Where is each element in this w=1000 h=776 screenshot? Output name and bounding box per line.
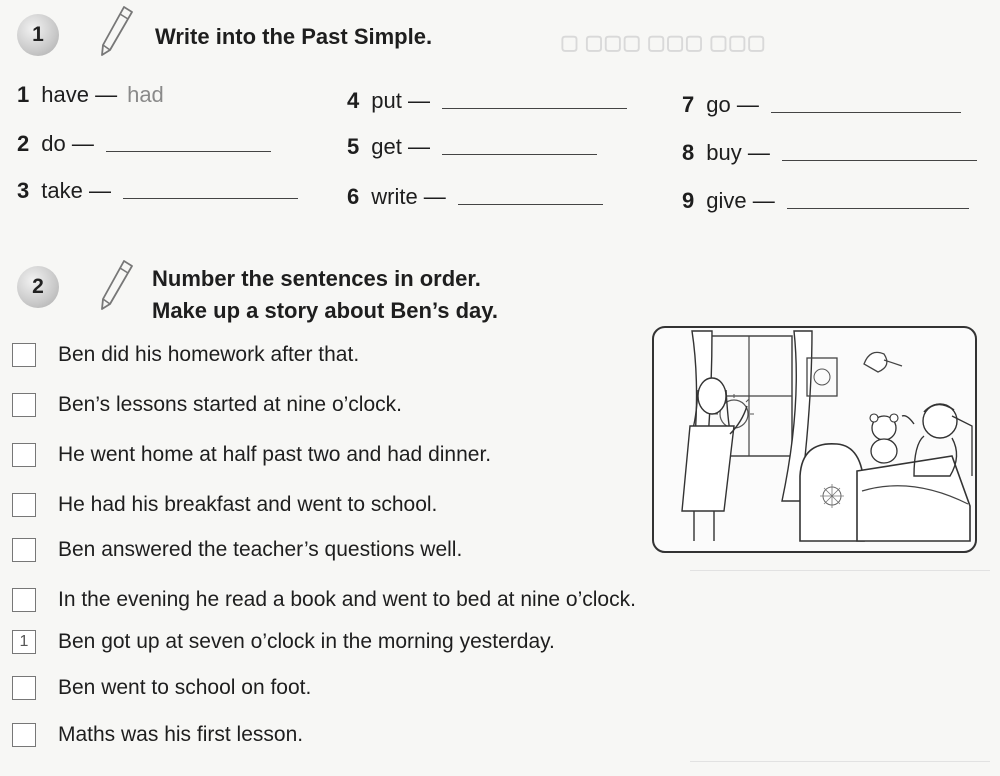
answer-blank-line[interactable] <box>442 153 597 155</box>
order-number-box[interactable] <box>12 588 36 612</box>
item-verb: write — <box>371 184 446 209</box>
exercise-2-badge <box>17 266 59 308</box>
order-number-box[interactable] <box>12 723 36 747</box>
order-number-box[interactable] <box>12 538 36 562</box>
sentence-row <box>12 538 462 562</box>
sentence-row <box>12 393 402 417</box>
sentence-text: Maths was his first lesson. <box>58 723 304 746</box>
sentence-row <box>12 630 555 654</box>
item-answer: had <box>127 82 164 107</box>
exercise-2-number: 2 <box>32 275 44 298</box>
sentence-row <box>12 343 359 367</box>
item-number: 5 <box>347 134 360 159</box>
item-verb: go — <box>706 92 759 117</box>
past-simple-item <box>347 88 627 114</box>
exercise-1-number: 1 <box>32 23 44 46</box>
item-verb: buy — <box>706 140 770 165</box>
sentence-text: Ben’s lessons started at nine o’clock. <box>58 393 402 416</box>
order-number-box[interactable] <box>12 676 36 700</box>
sentence-text: He went home at half past two and had dinner. <box>58 443 492 466</box>
sentence-row <box>12 676 311 700</box>
item-verb: get — <box>371 134 430 159</box>
order-number-box[interactable] <box>12 393 36 417</box>
illustration-girl-and-boy-in-bedroom <box>652 326 977 553</box>
bleed-through-lines <box>690 570 990 762</box>
bleed-through-text: ▢ ▢▢▢ ▢▢▢ ▢▢▢ <box>560 32 766 54</box>
sentence-row <box>12 588 636 612</box>
item-verb: give — <box>706 188 775 213</box>
past-simple-item <box>17 131 271 157</box>
item-number: 8 <box>682 140 695 165</box>
exercise-2-title-line-1: Number the sentences in order. <box>152 266 481 291</box>
answer-blank-line[interactable] <box>442 107 627 109</box>
answer-blank-line[interactable] <box>782 159 977 161</box>
order-number-box[interactable] <box>12 443 36 467</box>
item-verb: do — <box>41 131 94 156</box>
past-simple-item <box>17 82 164 108</box>
pencil-icon <box>96 4 136 60</box>
item-number: 2 <box>17 131 30 156</box>
answer-blank-line[interactable] <box>123 197 298 199</box>
sentence-text: In the evening he read a book and went to bed at nine o’clock. <box>58 588 636 611</box>
answer-blank-line[interactable] <box>106 150 271 152</box>
past-simple-item <box>347 134 597 160</box>
sentence-row <box>12 493 437 517</box>
order-number-box[interactable] <box>12 493 36 517</box>
past-simple-item <box>682 140 977 166</box>
exercise-1-badge <box>17 14 59 56</box>
item-number: 3 <box>17 178 30 203</box>
answer-blank-line[interactable] <box>771 111 961 113</box>
sentence-text: He had his breakfast and went to school. <box>58 493 438 516</box>
answer-blank-line[interactable] <box>458 203 603 205</box>
pencil-icon <box>96 258 136 314</box>
item-number: 7 <box>682 92 695 117</box>
item-number: 1 <box>17 82 30 107</box>
answer-blank-line[interactable] <box>787 207 969 209</box>
sentence-row <box>12 723 303 747</box>
item-verb: put — <box>371 88 430 113</box>
order-number-box[interactable] <box>12 343 36 367</box>
sentence-text: Ben went to school on foot. <box>58 676 312 699</box>
order-number-box[interactable]: 1 <box>12 630 36 654</box>
exercise-2-title-line-2: Make up a story about Ben’s day. <box>152 298 498 323</box>
item-verb: have — <box>41 82 118 107</box>
past-simple-item <box>682 188 969 214</box>
item-number: 4 <box>347 88 360 113</box>
sentence-text: Ben did his homework after that. <box>58 343 360 366</box>
item-number: 6 <box>347 184 360 209</box>
sentence-text: Ben got up at seven o’clock in the morning yesterday. <box>58 630 555 653</box>
sentence-text: Ben answered the teacher’s questions well. <box>58 538 463 561</box>
item-number: 9 <box>682 188 695 213</box>
past-simple-item <box>17 178 298 204</box>
exercise-1-title: Write into the Past Simple. <box>155 24 433 49</box>
item-verb: take — <box>41 178 111 203</box>
past-simple-item <box>347 184 603 210</box>
sentence-row <box>12 443 491 467</box>
past-simple-item <box>682 92 961 118</box>
